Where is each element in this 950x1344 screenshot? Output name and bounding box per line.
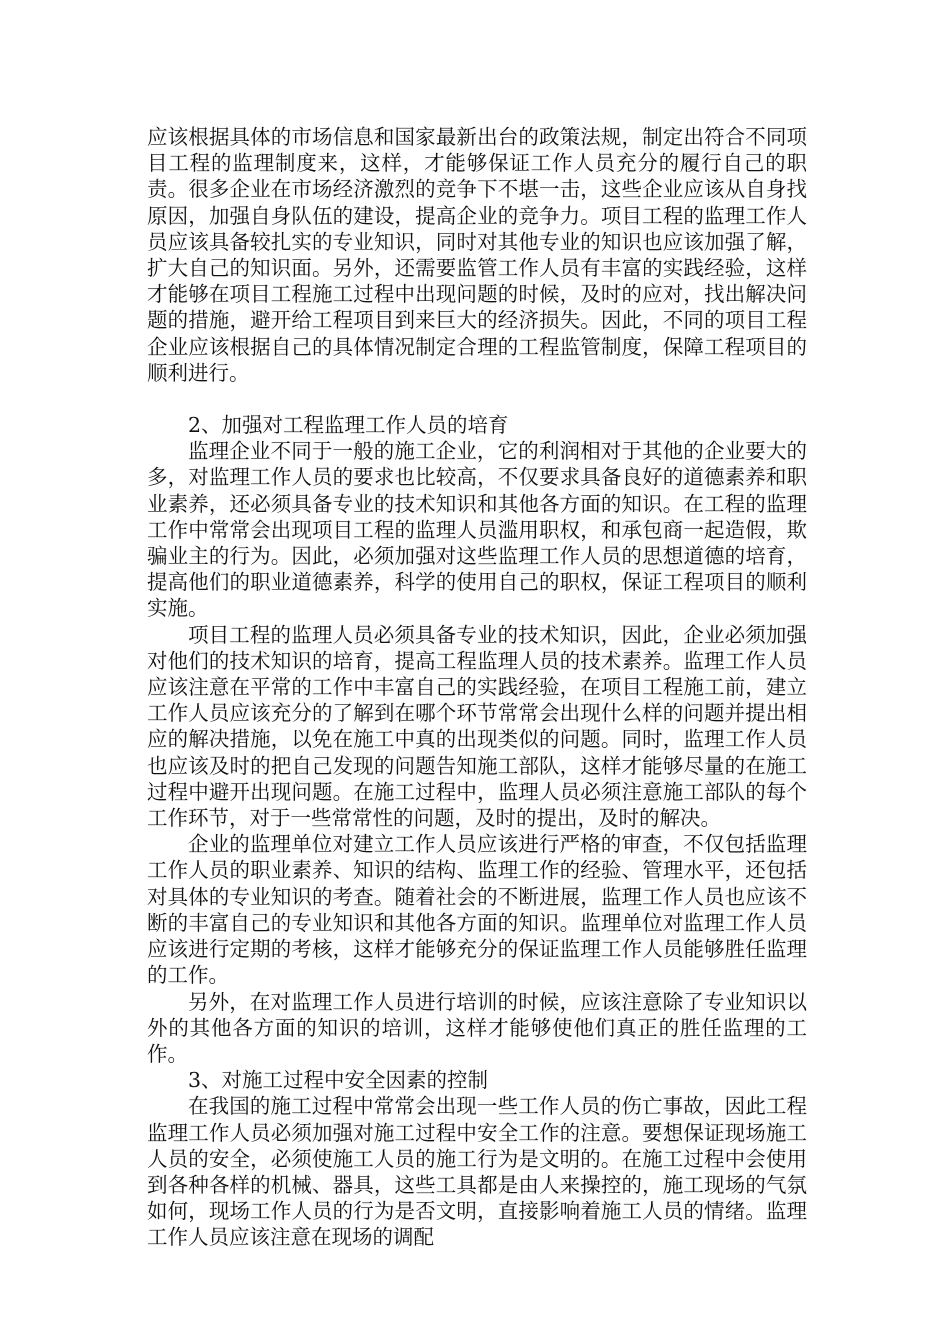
section-heading-2: 2、加强对工程监理工作人员的培育 bbox=[188, 413, 509, 438]
paragraph-6: 在我国的施工过程中常常会出现一些工作人员的伤亡事故，因此工程监理工作人员必须加强对施工过程中安全工作的注意。要想保证现场施工人员的安全，必须使施工人员的施工行为是文明的。在施工过程中会使用到各种各样的机械、器具，这些工具都是由人来操控的，施工现场的气氛如何，现场工作人员的行为是否文明，直接影响着施工人员的情绪。监理工作人员应该注意在现场的调配 bbox=[147, 1094, 807, 1250]
paragraph-3: 项目工程的监理人员必须具备专业的技术知识，因此，企业必须加强对他们的技术知识的培育，提高工程监理人员的技术素养。监理工作人员应该注意在平常的工作中丰富自己的实践经验，在项目工程施工前，建立工作人员应该充分的了解到在哪个环节常常会出现什么样的问题并提出相应的解决措施，以免在施工中真的出现类似的问题。同时，监理工作人员也应该及时的把自己发现的问题告知施工部队，这样才能够尽量的在施工过程中避开出现问题。在施工过程中，监理人员必须注意施工部队的每个工作环节，对于一些常常性的问题，及时的提出，及时的解决。 bbox=[147, 622, 807, 831]
document-page bbox=[147, 124, 807, 1251]
paragraph-2: 监理企业不同于一般的施工企业，它的利润相对于其他的企业要大的多，对监理工作人员的要求也比较高，不仅要求具备良好的道德素养和职业素养，还必须具备专业的技术知识和其他各方面的知识。在工程的监理工作中常常会出现项目工程的监理人员滥用职权，和承包商一起造假，欺骗业主的行为。因此，必须加强对这些监理工作人员的思想道德的培育，提高他们的职业道德素养，科学的使用自己的职权，保证工程项目的顺利实施。 bbox=[147, 439, 807, 621]
section-heading-3: 3、对施工过程中安全因素的控制 bbox=[188, 1068, 489, 1093]
paragraph-5: 另外，在对监理工作人员进行培训的时候，应该注意除了专业知识以外的其他各方面的知识的培训，这样才能够使他们真正的胜任监理的工作。 bbox=[147, 989, 807, 1066]
paragraph-1: 应该根据具体的市场信息和国家最新出台的政策法规，制定出符合不同项目工程的监理制度来，这样，才能够保证工作人员充分的履行自己的职责。很多企业在市场经济激烈的竞争下不堪一击，这些企业应该从自身找原因，加强自身队伍的建设，提高企业的竞争力。项目工程的监理工作人员应该具备较扎实的专业知识，同时对其他专业的知识也应该加强了解，扩大自己的知识面。另外，还需要监管工作人员有丰富的实践经验，这样才能够在项目工程施工过程中出现问题的时候，及时的应对，找出解决问题的措施，避开给工程项目到来巨大的经济损失。因此，不同的项目工程企业应该根据自己的具体情况制定合理的工程监管制度，保障工程项目的顺利进行。 bbox=[147, 125, 807, 385]
paragraph-gap bbox=[147, 386, 807, 412]
paragraph-4: 企业的监理单位对建立工作人员应该进行严格的审查，不仅包括监理工作人员的职业素养、知识的结构、监理工作的经验、管理水平，还包括对具体的专业知识的考查。随着社会的不断进展，监理工作人员也应该不断的丰富自己的专业知识和其他各方面的知识。监理单位对监理工作人员应该进行定期的考核，这样才能够充分的保证监理工作人员能够胜任监理的工作。 bbox=[147, 832, 807, 988]
